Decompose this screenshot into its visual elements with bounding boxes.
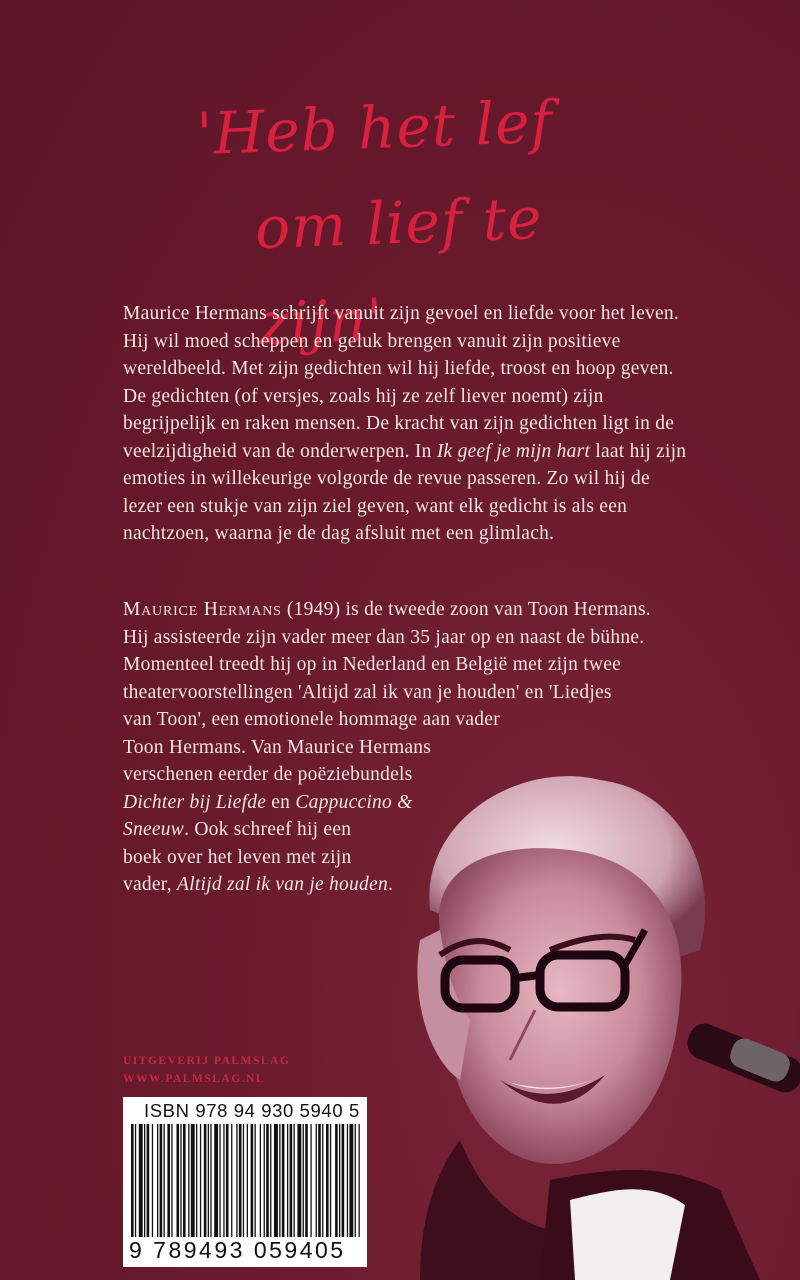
barcode-bar	[239, 1124, 242, 1242]
barcode-bar	[342, 1124, 345, 1242]
barcode-bar	[270, 1124, 271, 1242]
barcode-bar	[316, 1124, 317, 1242]
barcode-bar	[294, 1124, 295, 1242]
barcode-bar	[335, 1124, 338, 1242]
bio-line: Toon Hermans. Van Maurice Hermans	[123, 736, 432, 758]
barcode-bar	[264, 1124, 265, 1242]
barcode-bar	[152, 1124, 153, 1242]
blurb-book-title: Ik geef je mijn hart	[436, 440, 591, 462]
barcode-bar	[219, 1124, 220, 1242]
publisher-info	[123, 1052, 290, 1088]
barcode-bar	[318, 1124, 321, 1242]
barcode-bar	[214, 1124, 218, 1242]
barcode-bar	[210, 1124, 211, 1242]
barcode-bar	[339, 1124, 340, 1242]
barcode-bar	[196, 1124, 197, 1242]
bio-line: Dichter bij Liefde en Cappuccino &	[123, 791, 413, 813]
author-name: Maurice Hermans	[123, 599, 282, 620]
barcode-bars	[127, 1124, 363, 1244]
book-title: Dichter bij Liefde	[123, 791, 267, 813]
publisher-name: UITGEVERIJ PALMSLAG	[123, 1055, 291, 1067]
barcode-bar	[171, 1124, 172, 1242]
barcode-bar	[183, 1124, 186, 1242]
barcode-bar	[188, 1124, 189, 1242]
barcode-bar	[282, 1124, 285, 1242]
ean-digits: 9 789493 059405	[129, 1237, 361, 1264]
bio-line: vader, Altijd zal ik van je houden.	[123, 874, 394, 895]
barcode-bar	[266, 1124, 269, 1242]
barcode-bar	[223, 1124, 224, 1242]
bio-line: Hij assisteerde zijn vader meer dan 35 jaar op en naast de bühne.	[123, 626, 645, 648]
barcode-bar	[260, 1124, 261, 1242]
barcode-bar	[160, 1124, 163, 1242]
blurb-text-2: laat hij zijn emoties in willekeurige volgorde de revue passeren. Zo wil hij de lezer een stukje van zijn ziel geven, want elk gedicht is als een nachtzoen, waarna je de dag afsluit met een glimlach.	[123, 440, 687, 544]
barcode-bar	[191, 1124, 195, 1242]
barcode-bar	[255, 1124, 256, 1242]
barcode-bar	[180, 1124, 181, 1242]
bio-line: Maurice Hermans (1949) is de tweede zoon van Toon Hermans.	[123, 599, 651, 620]
barcode-bar	[167, 1124, 170, 1242]
barcode-bar	[200, 1124, 201, 1242]
book-title: Sneeuw	[123, 819, 185, 840]
barcode-bar	[247, 1124, 248, 1242]
barcode-bar	[177, 1124, 180, 1242]
bio-line: Momenteel treedt hij op in Nederland en België met zijn twee	[123, 654, 622, 675]
barcode-bar	[157, 1124, 158, 1242]
barcode-bar	[251, 1124, 254, 1242]
barcode-bar	[274, 1124, 278, 1242]
quote-line-2: om lief te zijn'	[253, 184, 544, 359]
barcode-bar	[310, 1124, 311, 1242]
publisher-url: WWW.PALMSLAG.NL	[123, 1073, 265, 1085]
barcode-bar	[231, 1124, 232, 1242]
barcode-bar	[144, 1124, 145, 1242]
author-photo	[400, 760, 800, 1280]
blurb-paragraph	[123, 300, 693, 548]
isbn-barcode	[123, 1097, 367, 1267]
book-title: Altijd zal ik van je houden	[177, 874, 388, 895]
barcode-bar	[279, 1124, 280, 1242]
blurb-text-1: Maurice Hermans schrijft vanuit zijn gevoel en liefde voor het leven. Hij wil moed scheppen en geluk brengen vanuit zijn positieve wereldbeeld. Met zijn gedichten wil hij liefde, troost en hoop geven. De gedichten (of versjes, zoals hij ze zelf liever noemt) zijn begrijpelijk en raken mensen. De kracht van zijn gedichten ligt in de veelzijdigheid van de onderwerpen. In	[123, 303, 680, 462]
barcode-bar	[164, 1124, 165, 1242]
bio-line: Sneeuw. Ook schreef hij een	[123, 819, 352, 840]
barcode-bar	[322, 1124, 323, 1242]
barcode-bar	[226, 1124, 229, 1242]
isbn-label: ISBN 978 94 930 5940 5	[144, 1100, 360, 1121]
barcode-bar	[359, 1124, 360, 1242]
barcode-bar	[305, 1124, 308, 1242]
bio-line: theatervoorstellingen 'Altijd zal ik van je houden' en 'Liedjes	[123, 681, 612, 703]
barcode-bar	[287, 1124, 288, 1242]
barcode-bar	[347, 1124, 348, 1242]
barcode-bar	[349, 1124, 353, 1242]
barcode-bar	[147, 1124, 150, 1242]
barcode-bar	[236, 1124, 237, 1242]
bio-line: verschenen eerder de poëziebundels	[123, 764, 413, 785]
bio-line: van Toon', een emotionele hommage aan vader	[123, 709, 500, 730]
barcode-bar	[204, 1124, 207, 1242]
barcode-bar	[290, 1124, 293, 1242]
barcode-bar	[355, 1124, 356, 1242]
barcode-bar	[303, 1124, 304, 1242]
barcode-bar	[131, 1124, 134, 1242]
barcode-bar	[208, 1124, 209, 1242]
barcode-bar	[135, 1124, 136, 1242]
barcode-bar	[139, 1124, 143, 1242]
book-title: Cappuccino &	[295, 791, 413, 813]
barcode-bar	[330, 1124, 331, 1242]
barcode-bar	[326, 1124, 329, 1242]
bio-line: boek over het leven met zijn	[123, 846, 352, 868]
barcode-bar	[297, 1124, 301, 1242]
quote-line-1: 'Heb het lef	[195, 87, 554, 169]
barcode-bar	[243, 1124, 244, 1242]
